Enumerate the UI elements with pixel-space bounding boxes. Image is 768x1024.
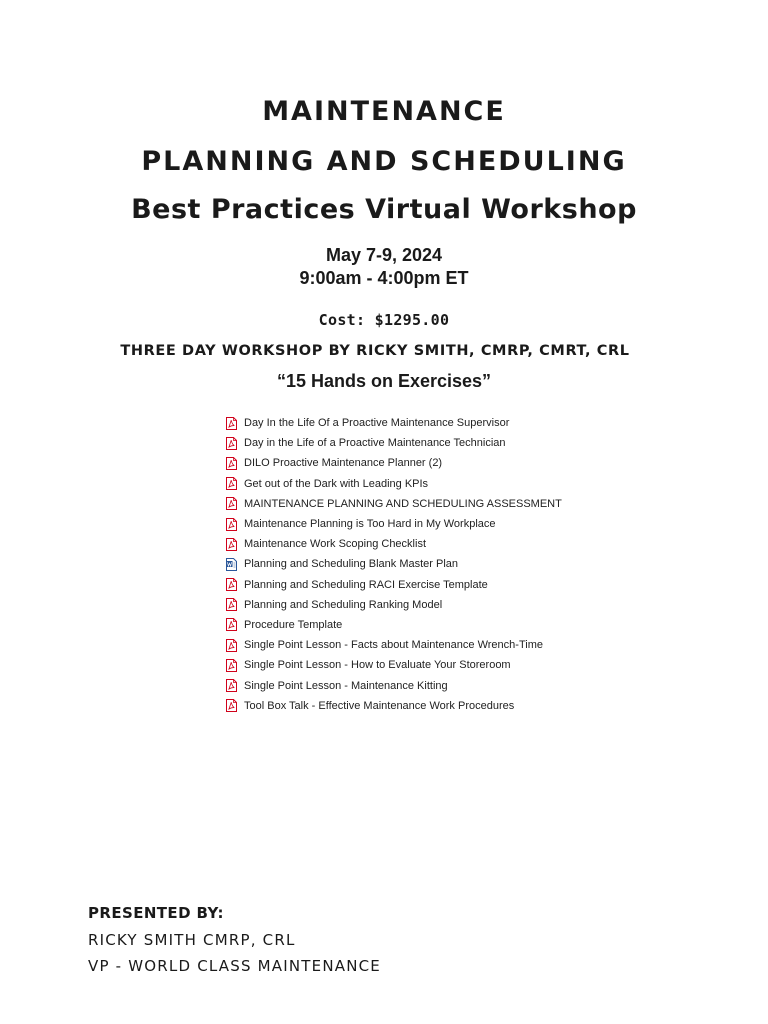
event-time: 9:00am - 4:00pm ET	[299, 268, 469, 288]
file-item[interactable]	[226, 635, 562, 655]
presenter-role: VP - WORLD CLASS MAINTENANCE	[88, 957, 381, 975]
pdf-icon	[226, 497, 237, 510]
file-item[interactable]	[226, 494, 562, 514]
file-item[interactable]	[226, 595, 562, 615]
pdf-icon	[226, 578, 237, 591]
pdf-icon	[226, 699, 237, 712]
file-name: Single Point Lesson - How to Evaluate Your Storeroom	[244, 659, 511, 672]
pdf-icon	[226, 437, 237, 450]
file-item[interactable]	[226, 615, 562, 635]
file-name: Maintenance Work Scoping Checklist	[244, 538, 426, 551]
pdf-icon	[226, 639, 237, 652]
file-name: MAINTENANCE PLANNING AND SCHEDULING ASSESSMENT	[244, 497, 562, 510]
workshop-byline: THREE DAY WORKSHOP BY RICKY SMITH, CMRP, CMRT, CRL	[120, 343, 630, 359]
event-cost: Cost: $1295.00	[318, 311, 450, 329]
file-name: DILO Proactive Maintenance Planner (2)	[244, 457, 443, 470]
exercises-heading: “15 Hands on Exercises”	[276, 371, 492, 391]
pdf-icon	[226, 477, 237, 490]
file-item[interactable]	[226, 474, 562, 494]
file-name: Single Point Lesson - Facts about Maintenance Wrench-Time	[244, 639, 543, 652]
file-name: Day in the Life of a Proactive Maintenance Technician	[244, 437, 506, 450]
pdf-icon	[226, 417, 237, 430]
pdf-icon	[226, 679, 237, 692]
file-name: Planning and Scheduling Ranking Model	[244, 598, 443, 611]
pdf-icon	[226, 457, 237, 470]
presenter-label: PRESENTED BY:	[88, 904, 224, 922]
file-name: Tool Box Talk - Effective Maintenance Work Procedures	[244, 699, 515, 712]
pdf-icon	[226, 598, 237, 611]
title-line-1: MAINTENANCE	[262, 96, 506, 127]
file-name: Planning and Scheduling Blank Master Plan	[244, 558, 459, 571]
file-item[interactable]	[226, 534, 562, 554]
presenter-name: RICKY SMITH CMRP, CRL	[88, 930, 296, 949]
event-schedule	[0, 244, 768, 290]
file-name: Day In the Life Of a Proactive Maintenance Supervisor	[244, 417, 510, 430]
pdf-icon	[226, 538, 237, 551]
file-name: Planning and Scheduling RACI Exercise Template	[244, 578, 488, 591]
file-item[interactable]	[226, 413, 562, 433]
file-item[interactable]	[226, 655, 562, 675]
document-title	[0, 92, 768, 230]
file-item[interactable]	[226, 514, 562, 534]
title-line-3: Best Practices Virtual Workshop	[131, 194, 637, 225]
pdf-icon	[226, 618, 237, 631]
pdf-icon	[226, 659, 237, 672]
file-item[interactable]	[226, 453, 562, 473]
file-item[interactable]	[226, 554, 562, 574]
file-name: Procedure Template	[244, 618, 343, 631]
file-list	[226, 413, 562, 716]
presenter-block	[88, 900, 381, 980]
event-dates: May 7-9, 2024	[325, 245, 443, 265]
file-name: Maintenance Planning is Too Hard in My Workplace	[244, 518, 496, 531]
file-name: Get out of the Dark with Leading KPIs	[244, 477, 429, 490]
file-item[interactable]	[226, 696, 562, 716]
word-icon	[226, 558, 237, 571]
file-item[interactable]	[226, 433, 562, 453]
title-line-2: PLANNING AND SCHEDULING	[141, 146, 627, 177]
pdf-icon	[226, 518, 237, 531]
file-name: Single Point Lesson - Maintenance Kitting	[244, 679, 448, 692]
file-item[interactable]	[226, 675, 562, 695]
file-item[interactable]	[226, 575, 562, 595]
